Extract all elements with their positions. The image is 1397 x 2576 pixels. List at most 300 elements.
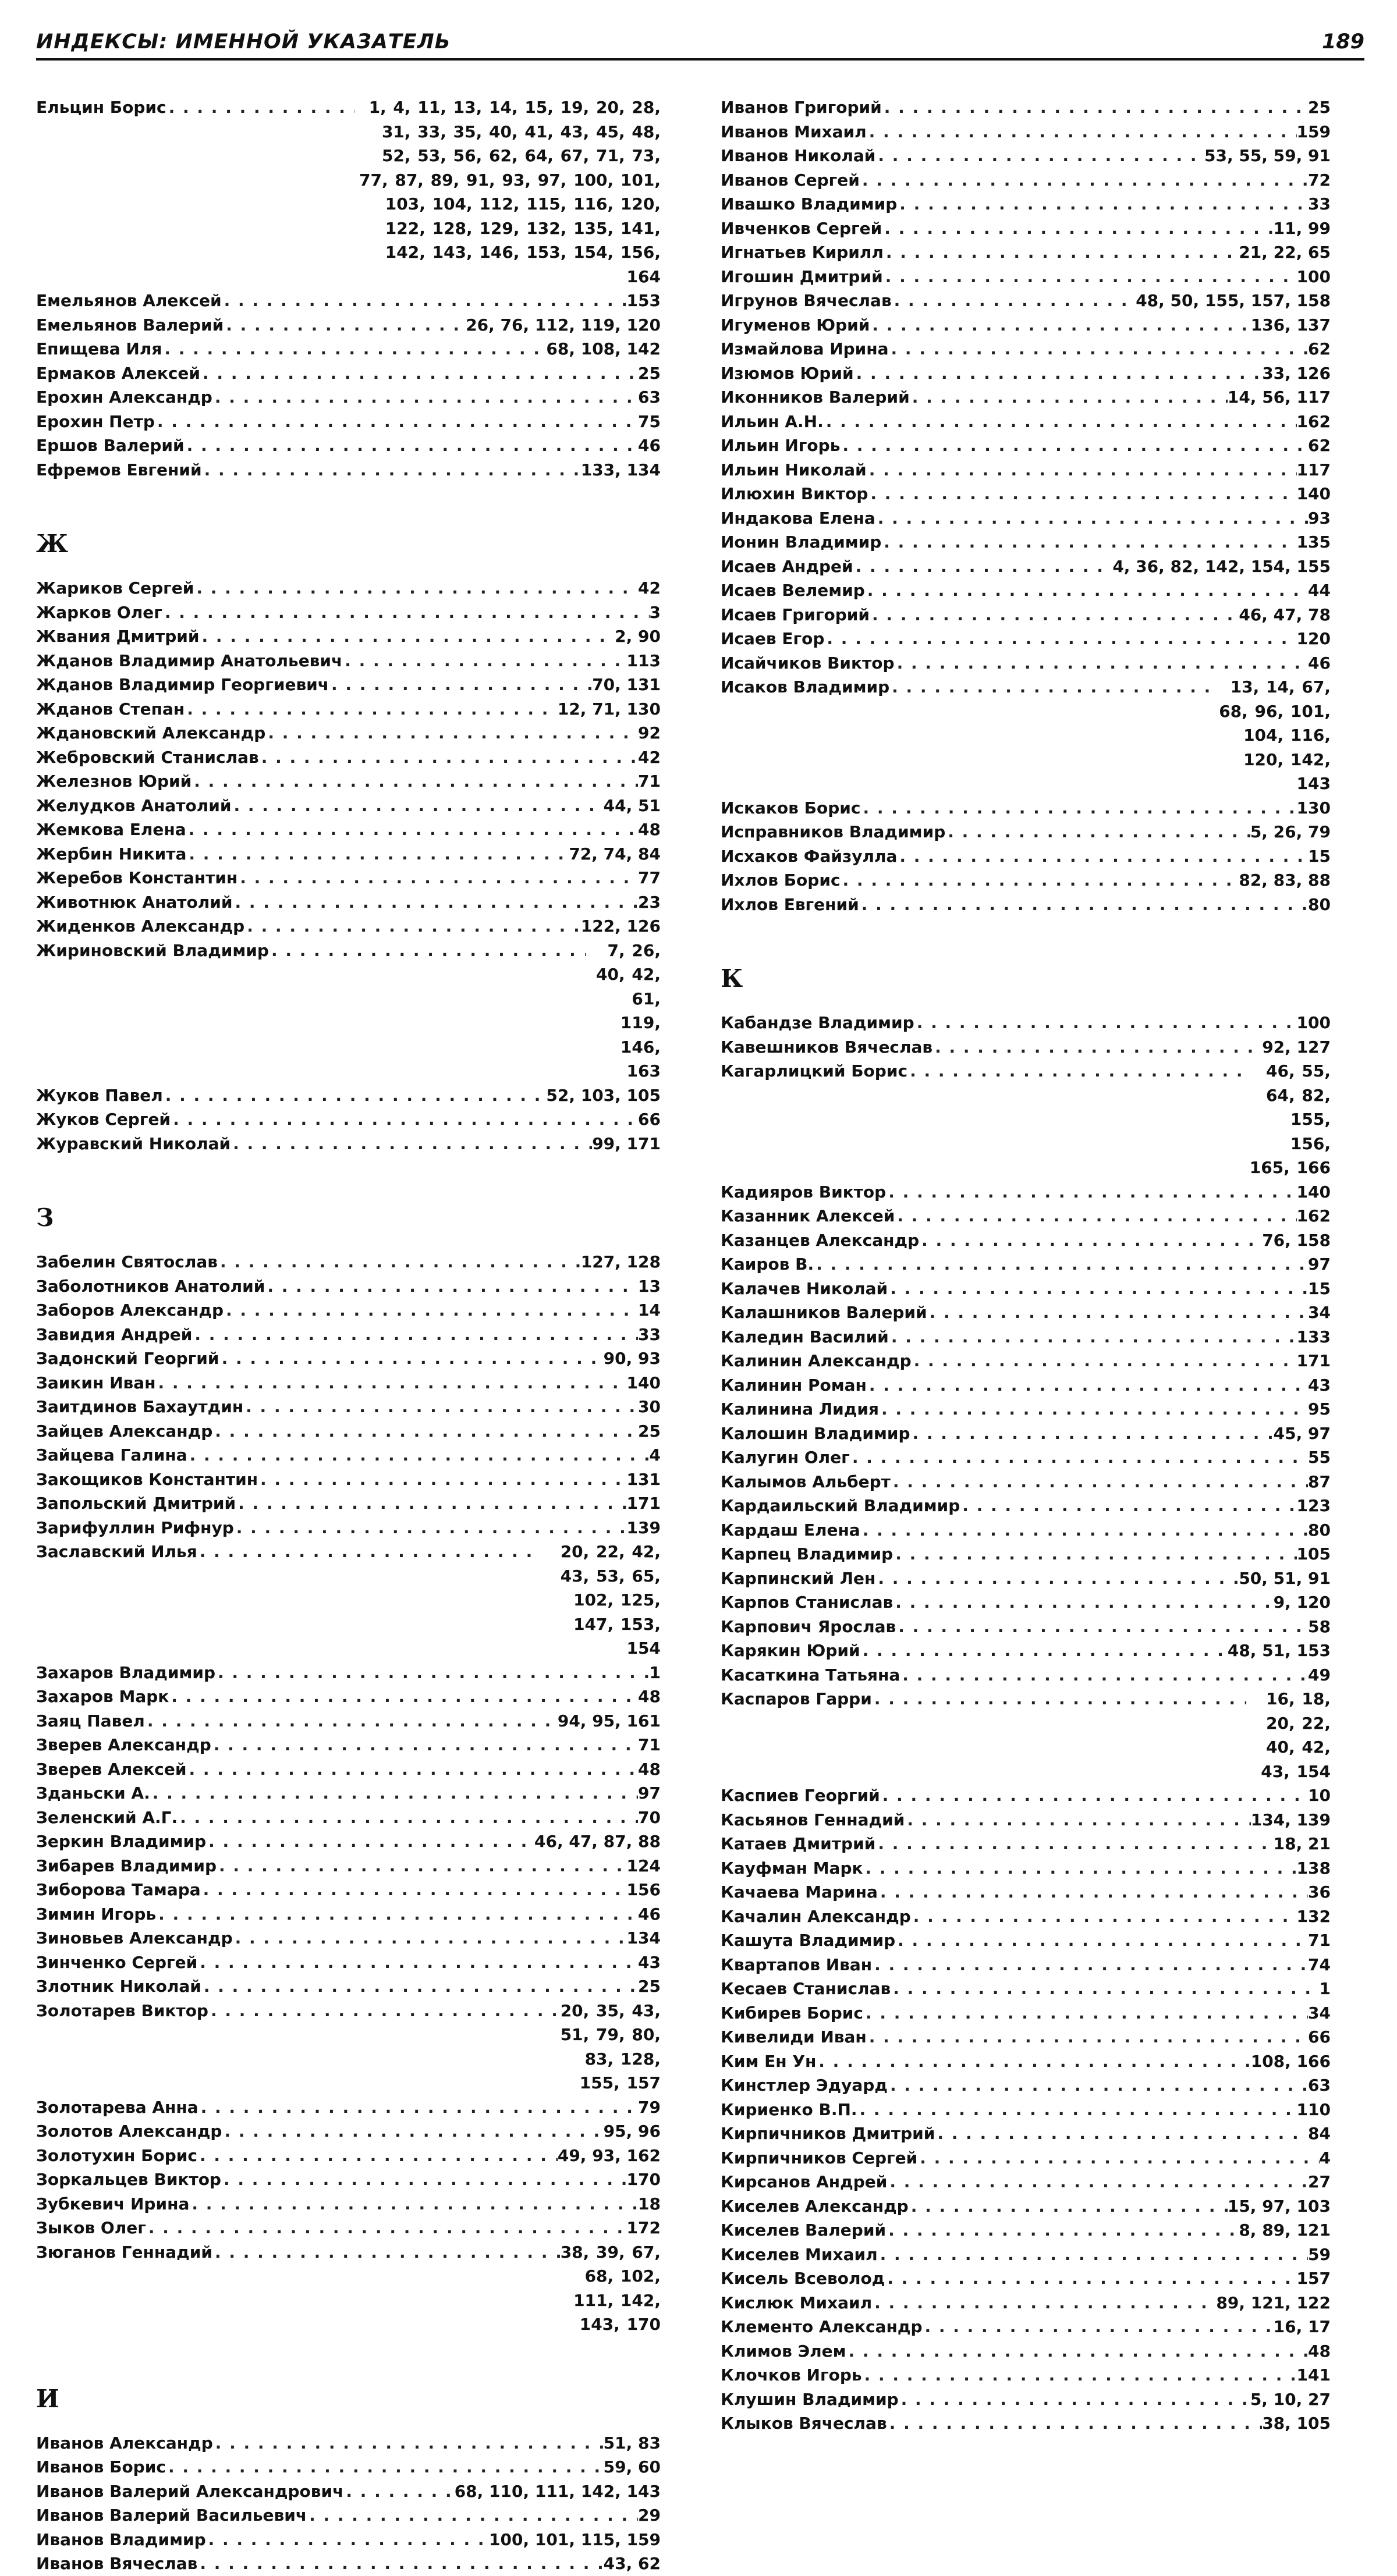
entry-page-numbers: 16, 18, 20, 22, 40, 42, 43, 154 (1261, 1689, 1331, 1781)
dot-leader (886, 1180, 1296, 1204)
dot-leader (169, 1685, 638, 1709)
index-entry (721, 482, 1331, 506)
entry-name: Кислюк Михаил (721, 2293, 873, 2312)
index-entry (36, 2144, 661, 2168)
dot-leader (215, 1661, 650, 1685)
dot-leader (870, 313, 1250, 337)
index-entry (721, 1615, 1331, 1639)
index-entry (721, 578, 1331, 603)
entry-page-numbers: 66 (638, 1110, 661, 1129)
dot-leader (222, 2119, 603, 2144)
entry-page-numbers: 170 (626, 2170, 661, 2189)
index-entry (36, 289, 661, 313)
entry-page-numbers: 5, 10, 27 (1250, 2389, 1331, 2409)
dot-leader (927, 1301, 1308, 1325)
entry-page-numbers: 33 (1308, 194, 1331, 214)
index-entry (721, 2001, 1331, 2026)
entry-name: Исайчиков Виктор (721, 653, 895, 673)
entry-name: Зеленский А.Г. (36, 1807, 178, 1827)
entry-page-numbers: 76, 158 (1262, 1230, 1331, 1250)
dot-leader (212, 2240, 560, 2265)
dot-leader (171, 1107, 638, 1132)
index-entry (36, 1132, 661, 1156)
entry-page-numbers: 16, 17 (1273, 2317, 1331, 2336)
entry-page-numbers: 18, 21 (1273, 1834, 1331, 1853)
index-entry (36, 1323, 661, 1347)
entry-name: Кисель Всеволод (721, 2269, 885, 2288)
entry-name: Золотарев Виктор (36, 2001, 208, 2020)
entry-page-numbers: 30 (638, 1397, 661, 1416)
index-entry (721, 1373, 1331, 1398)
entry-page-numbers: 25 (638, 1421, 661, 1441)
dot-leader (868, 482, 1296, 506)
index-entry (36, 1661, 661, 1685)
index-entry (721, 1639, 1331, 1663)
dot-leader (166, 2455, 604, 2479)
index-entry (36, 1733, 661, 1757)
index-entry (721, 1011, 1331, 1035)
index-entry (36, 842, 661, 866)
dot-leader (236, 1491, 626, 1516)
dot-leader (219, 1346, 604, 1371)
entry-name: Калымов Альберт (721, 1472, 891, 1491)
entry-name: Кирпичников Дмитрий (721, 2124, 935, 2143)
index-entry (36, 2479, 661, 2504)
index-entry (721, 1228, 1331, 1253)
index-entry (721, 2315, 1331, 2339)
entry-page-numbers: 70, 131 (592, 675, 661, 694)
entry-name: Ивченков Сергей (721, 218, 882, 238)
entry-name: Зданьски А. (36, 1783, 150, 1803)
dot-leader (881, 530, 1296, 555)
entry-name: Заяц Павел (36, 1711, 145, 1731)
entry-page-numbers: 46, 55, 64, 82, 155, 156, 165, 166 (1249, 1061, 1331, 1177)
entry-page-numbers: 135 (1296, 532, 1331, 552)
section-letter-heading: Ж (36, 530, 69, 558)
entry-name: Захаров Владимир (36, 1662, 216, 1682)
dot-leader (865, 578, 1308, 603)
entry-page-numbers: 20, 22, 42, 43, 53, 65, 102, 125, 147, 153, 154 (560, 1542, 661, 1658)
index-entry (721, 2387, 1331, 2412)
entry-name: Казанцев Александр (721, 1230, 920, 1250)
entry-name: Исаев Андрей (721, 556, 853, 576)
entry-page-numbers: 122, 126 (580, 916, 661, 936)
entry-name: Кавешников Вячеслав (721, 1037, 933, 1057)
index-entry (721, 1783, 1331, 1808)
entry-name: Журавский Николай (36, 1134, 231, 1153)
entry-name: Исаков Владимир (721, 677, 890, 697)
entry-name: Исаев Григорий (721, 605, 870, 624)
index-entry (36, 890, 661, 915)
entry-page-numbers: 8, 89, 121 (1239, 2220, 1331, 2240)
entry-page-numbers: 45, 97 (1273, 1423, 1331, 1443)
dot-leader (860, 1518, 1308, 1543)
index-entry (721, 1204, 1331, 1228)
entry-page-numbers: 77 (638, 868, 661, 887)
entry-page-numbers: 15, 97, 103 (1227, 2196, 1331, 2216)
dot-leader (156, 1902, 638, 1927)
entry-page-numbers: 9, 120 (1273, 1593, 1331, 1612)
dot-leader (185, 434, 638, 458)
entry-name: Каиров В. (721, 1255, 814, 1274)
dot-leader (231, 1132, 592, 1156)
dot-leader (882, 216, 1273, 241)
index-entry (721, 2339, 1331, 2364)
index-entry (721, 289, 1331, 313)
entry-name: Изюмов Юрий (721, 363, 854, 383)
index-entry (721, 1494, 1331, 1518)
index-entry (36, 385, 661, 410)
dot-leader (155, 410, 638, 434)
entry-name: Киселев Валерий (721, 2220, 887, 2240)
entry-page-numbers: 18 (638, 2194, 661, 2213)
dot-leader (846, 2339, 1308, 2364)
index-entry (36, 624, 661, 649)
dot-leader (875, 1832, 1273, 1856)
entry-page-numbers: 27 (1308, 2172, 1331, 2191)
entry-page-numbers: 2, 90 (615, 627, 661, 646)
dot-leader (265, 1274, 638, 1299)
entry-page-numbers: 162 (1296, 411, 1331, 431)
entry-page-numbers: 124 (626, 1856, 661, 1875)
dot-leader (910, 1422, 1274, 1446)
dot-leader (891, 1977, 1319, 2001)
entry-name: Игошин Дмитрий (721, 267, 883, 286)
entry-name: Жиденков Александр (36, 916, 245, 936)
entry-name: Кардаш Елена (721, 1520, 860, 1540)
entry-name: Заитдинов Бахаутдин (36, 1397, 244, 1416)
entry-page-numbers: 48 (1308, 2341, 1331, 2361)
dot-leader (887, 2411, 1263, 2436)
entry-name: Катаев Дмитрий (721, 1834, 876, 1853)
entry-page-numbers: 34 (1308, 2003, 1331, 2023)
dot-leader (878, 2243, 1308, 2267)
dot-leader (212, 1419, 638, 1444)
entry-name: Иванов Владимир (36, 2529, 206, 2549)
entry-name: Иванов Николай (721, 146, 876, 165)
dot-leader (197, 1950, 638, 1975)
dot-leader (909, 2194, 1228, 2219)
entry-name: Искаков Борис (721, 798, 861, 818)
dot-leader (197, 2144, 558, 2168)
entry-page-numbers: 94, 95, 161 (557, 1711, 661, 1731)
entry-page-numbers: 20, 35, 43, 51, 79, 80, 83, 128, 155, 157 (560, 2001, 661, 2092)
entry-name: Запольский Дмитрий (36, 1494, 236, 1513)
index-entry (721, 675, 1331, 796)
entry-name: Калинин Роман (721, 1375, 867, 1395)
section-letter-heading: К (721, 964, 743, 993)
entry-page-numbers: 134, 139 (1250, 1810, 1331, 1829)
index-entry (36, 1709, 661, 1733)
entry-page-numbers: 133 (1296, 1327, 1331, 1346)
dot-leader (875, 1566, 1239, 1591)
index-entry (721, 603, 1331, 627)
dot-leader (911, 1905, 1297, 1929)
index-entry (721, 1953, 1331, 1977)
entry-page-numbers: 48, 50, 155, 157, 158 (1136, 291, 1331, 310)
entry-name: Исаев Егор (721, 629, 825, 648)
entry-name: Игнатьев Кирилл (721, 243, 884, 262)
index-entry (36, 313, 661, 337)
entry-name: Заикин Иван (36, 1373, 156, 1392)
entry-name: Зубкевич Ирина (36, 2194, 190, 2213)
index-entry (36, 2455, 661, 2479)
entry-name: Зинченко Сергей (36, 1952, 198, 1972)
entry-name: Кардаильский Владимир (721, 1496, 960, 1515)
index-entry (721, 1542, 1331, 1566)
entry-page-numbers: 140 (626, 1373, 661, 1392)
entry-page-numbers: 12, 71, 130 (557, 699, 661, 719)
index-entry (721, 458, 1331, 482)
entry-page-numbers: 25 (638, 1977, 661, 1996)
entry-page-numbers: 97 (1308, 1255, 1331, 1274)
dot-leader (307, 2503, 638, 2528)
entry-page-numbers: 46 (638, 1904, 661, 1924)
index-entry (721, 1445, 1331, 1470)
entry-name: Качаева Марина (721, 1882, 878, 1902)
index-entry (721, 1566, 1331, 1591)
dot-leader (897, 844, 1308, 869)
dot-leader (841, 868, 1239, 893)
entry-page-numbers: 46, 47, 78 (1239, 605, 1331, 624)
dot-leader (919, 1228, 1262, 1253)
dot-leader (221, 2168, 627, 2192)
dot-leader (853, 555, 1113, 579)
dot-leader (189, 2192, 638, 2216)
index-entry (36, 2240, 661, 2337)
index-entry (721, 2170, 1331, 2194)
entry-name: Карпинский Лен (721, 1568, 876, 1588)
entry-name: Касаткина Татьяна (721, 1665, 900, 1685)
index-entry (36, 1757, 661, 1782)
entry-page-numbers: 95 (1308, 1399, 1331, 1419)
entry-name: Казанник Алексей (721, 1206, 895, 1225)
index-entry (36, 1926, 661, 1950)
dot-leader (186, 842, 569, 866)
entry-page-numbers: 46 (1308, 653, 1331, 673)
entry-name: Забелин Святослав (36, 1252, 218, 1271)
dot-leader (891, 1470, 1308, 1494)
dot-leader (860, 796, 1296, 820)
entry-name: Заборов Александр (36, 1301, 224, 1320)
entry-name: Карпец Владимир (721, 1544, 893, 1564)
index-entry (721, 265, 1331, 289)
entry-name: Ихлов Евгений (721, 894, 859, 914)
entry-page-numbers: 7, 26, 40, 42, 61, 119, 146, 163 (596, 940, 661, 1081)
entry-name: Карпович Ярослав (721, 1616, 896, 1636)
entry-name: Зибарев Владимир (36, 1856, 217, 1875)
entry-name: Кабандзе Владимир (721, 1013, 914, 1032)
dot-leader (224, 313, 466, 337)
entry-name: Калачев Николай (721, 1278, 888, 1298)
entry-name: Зиборова Тамара (36, 1880, 201, 1899)
entry-name: Зимин Игорь (36, 1904, 157, 1924)
entry-page-numbers: 80 (1308, 1520, 1331, 1540)
entry-name: Жемкова Елена (36, 820, 186, 839)
entry-page-numbers: 75 (638, 411, 661, 431)
entry-page-numbers: 100, 101, 115, 159 (489, 2529, 661, 2549)
entry-page-numbers: 25 (638, 363, 661, 383)
dot-leader (217, 1854, 627, 1878)
index-entry (36, 1878, 661, 1902)
dot-leader (258, 1468, 627, 1492)
entry-name: Животнюк Анатолий (36, 892, 233, 912)
dot-leader (889, 1325, 1297, 1349)
entry-name: Завидия Андрей (36, 1324, 193, 1344)
entry-name: Ефремов Евгений (36, 460, 202, 479)
entry-page-numbers: 82, 83, 88 (1239, 870, 1331, 890)
dot-leader (867, 1373, 1308, 1398)
entry-page-numbers: 1 (1319, 1979, 1331, 1998)
entry-name: Измайлова Ирина (721, 339, 889, 358)
index-entry (36, 458, 661, 482)
entry-page-numbers: 21, 22, 65 (1239, 243, 1331, 262)
index-entry (36, 1468, 661, 1492)
entry-name: Исправников Владимир (721, 822, 946, 841)
dot-leader (875, 506, 1308, 531)
dot-leader (187, 1443, 650, 1468)
dot-leader (198, 2095, 638, 2120)
entry-name: Жарков Олег (36, 602, 162, 622)
entry-page-numbers: 10 (1308, 1786, 1331, 1805)
entry-page-numbers: 120 (1296, 629, 1331, 648)
entry-page-numbers: 51, 83 (603, 2433, 661, 2453)
dot-leader (162, 601, 650, 625)
entry-name: Ермаков Алексей (36, 363, 201, 383)
entry-page-numbers: 131 (626, 1469, 661, 1489)
entry-name: Илюхин Виктор (721, 484, 868, 503)
entry-page-numbers: 55 (1308, 1448, 1331, 1467)
entry-page-numbers: 48 (638, 820, 661, 839)
entry-page-numbers: 100 (1296, 1013, 1331, 1032)
entry-page-numbers: 42 (638, 578, 661, 598)
entry-page-numbers: 1, 4, 11, 13, 14, 15, 19, 20, 28, 31, 33, 35, 40, 41, 43, 45, 48, 52, 53, 56, 62, 64, 67, 71, 73, 77, 87, 89, 91, 93, 97, 100, 101, 103, 104, 112, 115, 116, 120, 122, 128, 129, 132, 135, 141, 142, 143, 146, 153, 154, 156, 164 (359, 98, 661, 286)
entry-page-numbers: 53, 55, 59, 91 (1204, 146, 1331, 165)
index-entry (721, 385, 1331, 410)
entry-name: Жириновский Владимир (36, 940, 269, 960)
dot-leader (893, 1542, 1296, 1566)
index-entry (36, 1395, 661, 1419)
entry-name: Кирпичников Сергей (721, 2148, 918, 2168)
index-entry (36, 1902, 661, 1927)
dot-leader (201, 1974, 638, 1999)
entry-page-numbers: 110 (1296, 2099, 1331, 2119)
entry-name: Калугин Олег (721, 1448, 850, 1467)
index-entry (36, 576, 661, 601)
index-entry (721, 1325, 1331, 1349)
dot-leader (892, 289, 1136, 313)
entry-name: Зверев Алексей (36, 1759, 187, 1779)
dot-leader (863, 2001, 1308, 2026)
dot-leader (243, 1395, 638, 1419)
section-letter-heading: И (36, 2384, 59, 2413)
entry-page-numbers: 33 (638, 1324, 661, 1344)
entry-name: Зыков Олег (36, 2218, 146, 2237)
index-entry (36, 1491, 661, 1516)
dot-leader (912, 1349, 1297, 1373)
entry-name: Заславский Илья (36, 1542, 197, 1561)
entry-name: Иванов Вячеслав (36, 2554, 198, 2573)
dot-leader (879, 1397, 1308, 1422)
dot-leader (218, 1250, 581, 1274)
entry-page-numbers: 36 (1308, 1882, 1331, 1902)
index-entry (36, 410, 661, 434)
entry-name: Кирсанов Андрей (721, 2172, 888, 2191)
index-entry (721, 2122, 1331, 2146)
entry-page-numbers: 89, 121, 122 (1216, 2293, 1331, 2312)
entry-page-numbers: 33, 126 (1262, 363, 1331, 383)
index-entry (36, 1516, 661, 1540)
entry-page-numbers: 90, 93 (603, 1349, 661, 1368)
index-entry (36, 1806, 661, 1830)
dot-leader (880, 1783, 1308, 1808)
entry-name: Иконников Валерий (721, 388, 910, 407)
index-entry (721, 120, 1331, 144)
entry-page-numbers: 48 (638, 1759, 661, 1779)
index-entry (721, 1349, 1331, 1373)
index-entry (721, 627, 1331, 651)
entry-name: Ионин Владимир (721, 532, 882, 552)
index-entry (36, 2168, 661, 2192)
entry-name: Ивашко Владимир (721, 194, 898, 214)
entry-page-numbers: 42 (638, 747, 661, 767)
entry-page-numbers: 113 (626, 651, 661, 670)
index-entry (721, 1180, 1331, 1204)
entry-name: Клушин Владимир (721, 2389, 899, 2409)
dot-leader (201, 1878, 627, 1902)
index-entry (721, 844, 1331, 869)
entry-name: Карпов Станислав (721, 1593, 893, 1612)
entry-name: Ждановский Александр (36, 723, 266, 742)
dot-leader (343, 2479, 454, 2504)
entry-page-numbers: 44 (1308, 581, 1331, 600)
entry-name: Жариков Сергей (36, 578, 194, 598)
index-entry (36, 1781, 661, 1806)
entry-page-numbers: 71 (638, 1735, 661, 1754)
entry-name: Кинстлер Эдуард (721, 2076, 888, 2095)
index-entry (721, 434, 1331, 458)
dot-leader (150, 1781, 638, 1806)
entry-name: Клыков Вячеслав (721, 2414, 887, 2433)
index-entry (721, 1880, 1331, 1905)
entry-page-numbers: 5, 26, 79 (1250, 822, 1331, 841)
entry-page-numbers: 87 (1308, 1472, 1331, 1491)
entry-page-numbers: 134 (626, 1928, 661, 1948)
index-entry (721, 1397, 1331, 1422)
entry-name: Жуков Павел (36, 1085, 163, 1105)
entry-page-numbers: 4 (1319, 2148, 1331, 2168)
entry-page-numbers: 95, 96 (603, 2122, 661, 2141)
entry-name: Кивелиди Иван (721, 2027, 867, 2046)
entry-name: Ихлов Борис (721, 870, 841, 890)
entry-name: Зайцева Галина (36, 1445, 187, 1465)
dot-leader (888, 1277, 1308, 1301)
index-entry (36, 2119, 661, 2144)
index-entry (36, 1298, 661, 1323)
index-entry (36, 745, 661, 770)
index-entry (721, 1687, 1331, 1783)
entry-name: Иванов Григорий (721, 98, 882, 117)
entry-name: Киселев Михаил (721, 2244, 878, 2264)
entry-name: Ильин А.Н. (721, 411, 824, 431)
index-entry (721, 1301, 1331, 1325)
entry-page-numbers: 72 (1308, 170, 1331, 190)
index-entry (36, 1371, 661, 1395)
entry-page-numbers: 71 (1308, 1931, 1331, 1950)
dot-leader (900, 1663, 1308, 1687)
entry-page-numbers: 15 (1308, 846, 1331, 866)
index-entry (36, 1107, 661, 1132)
